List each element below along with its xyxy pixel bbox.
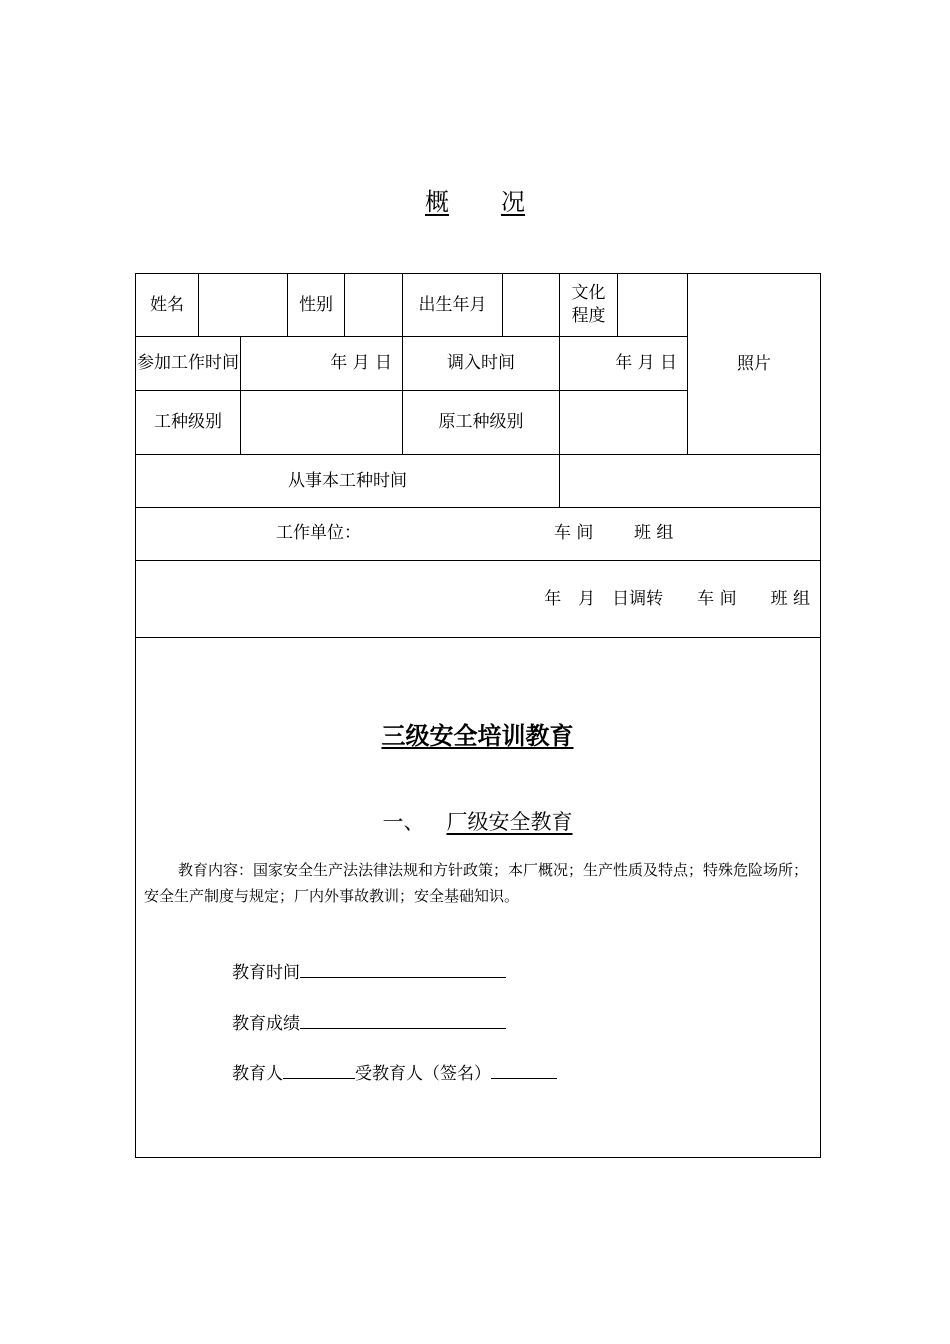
education-time-field[interactable]: [300, 959, 506, 978]
training-heading-text: 三级安全培训教育: [381, 721, 574, 750]
educator-field[interactable]: [283, 1060, 355, 1079]
education-label-line1: 文化: [571, 283, 606, 304]
work-unit-workshop: 车 间: [554, 523, 594, 543]
section-number: 一、: [382, 810, 425, 834]
work-unit-row[interactable]: [136, 508, 821, 561]
name-field[interactable]: [199, 274, 288, 337]
transfer-in-date[interactable]: 年 月 日: [560, 337, 688, 391]
work-start-label: 参加工作时间: [136, 337, 241, 391]
gender-field[interactable]: [345, 274, 403, 337]
transfer-row[interactable]: 年 月 日调转 车 间 班 组: [136, 561, 821, 638]
training-content: 教育内容：国家安全生产法法律法规和方针政策；本厂概况；生产性质及特点；特殊危险场所；安全生产制度与规定；厂内外事故教训；安全基础知识。: [144, 861, 809, 905]
orig-job-grade-field[interactable]: [560, 391, 688, 455]
job-grade-label: 工种级别: [136, 391, 241, 455]
job-duration-field[interactable]: [560, 455, 821, 508]
job-duration-label: 从事本工种时间: [136, 455, 560, 508]
title-char-2: 况: [501, 188, 525, 216]
birth-label: 出生年月: [403, 274, 503, 337]
training-heading: [136, 716, 819, 751]
work-unit-team: 班 组: [634, 523, 674, 543]
section-title: 厂级安全教育: [446, 810, 573, 834]
education-score-field[interactable]: [300, 1010, 506, 1029]
job-grade-field[interactable]: [241, 391, 403, 455]
education-time-row: [232, 958, 506, 983]
trainee-label: 受教育人（签名）: [355, 1064, 491, 1084]
name-label: 姓名: [136, 274, 199, 337]
title-char-1: 概: [425, 188, 449, 216]
education-label: [560, 274, 618, 337]
signature-row: [232, 1059, 557, 1084]
education-field[interactable]: [618, 274, 688, 337]
orig-job-grade-label: 原工种级别: [403, 391, 560, 455]
photo-box: 照片: [688, 274, 821, 455]
education-score-row: [232, 1009, 506, 1034]
section-heading: [136, 806, 819, 836]
educator-label: 教育人: [232, 1064, 283, 1084]
work-start-date[interactable]: 年 月 日: [241, 337, 403, 391]
work-unit-label: 工作单位：: [276, 523, 361, 543]
gender-label: 性别: [288, 274, 345, 337]
education-label-line2: 程度: [571, 306, 606, 326]
education-score-label: 教育成绩: [232, 1014, 300, 1034]
education-time-label: 教育时间: [232, 963, 300, 983]
transfer-in-label: 调入时间: [403, 337, 560, 391]
trainee-signature-field[interactable]: [491, 1060, 557, 1079]
birth-field[interactable]: [503, 274, 560, 337]
page-title: [0, 182, 950, 217]
